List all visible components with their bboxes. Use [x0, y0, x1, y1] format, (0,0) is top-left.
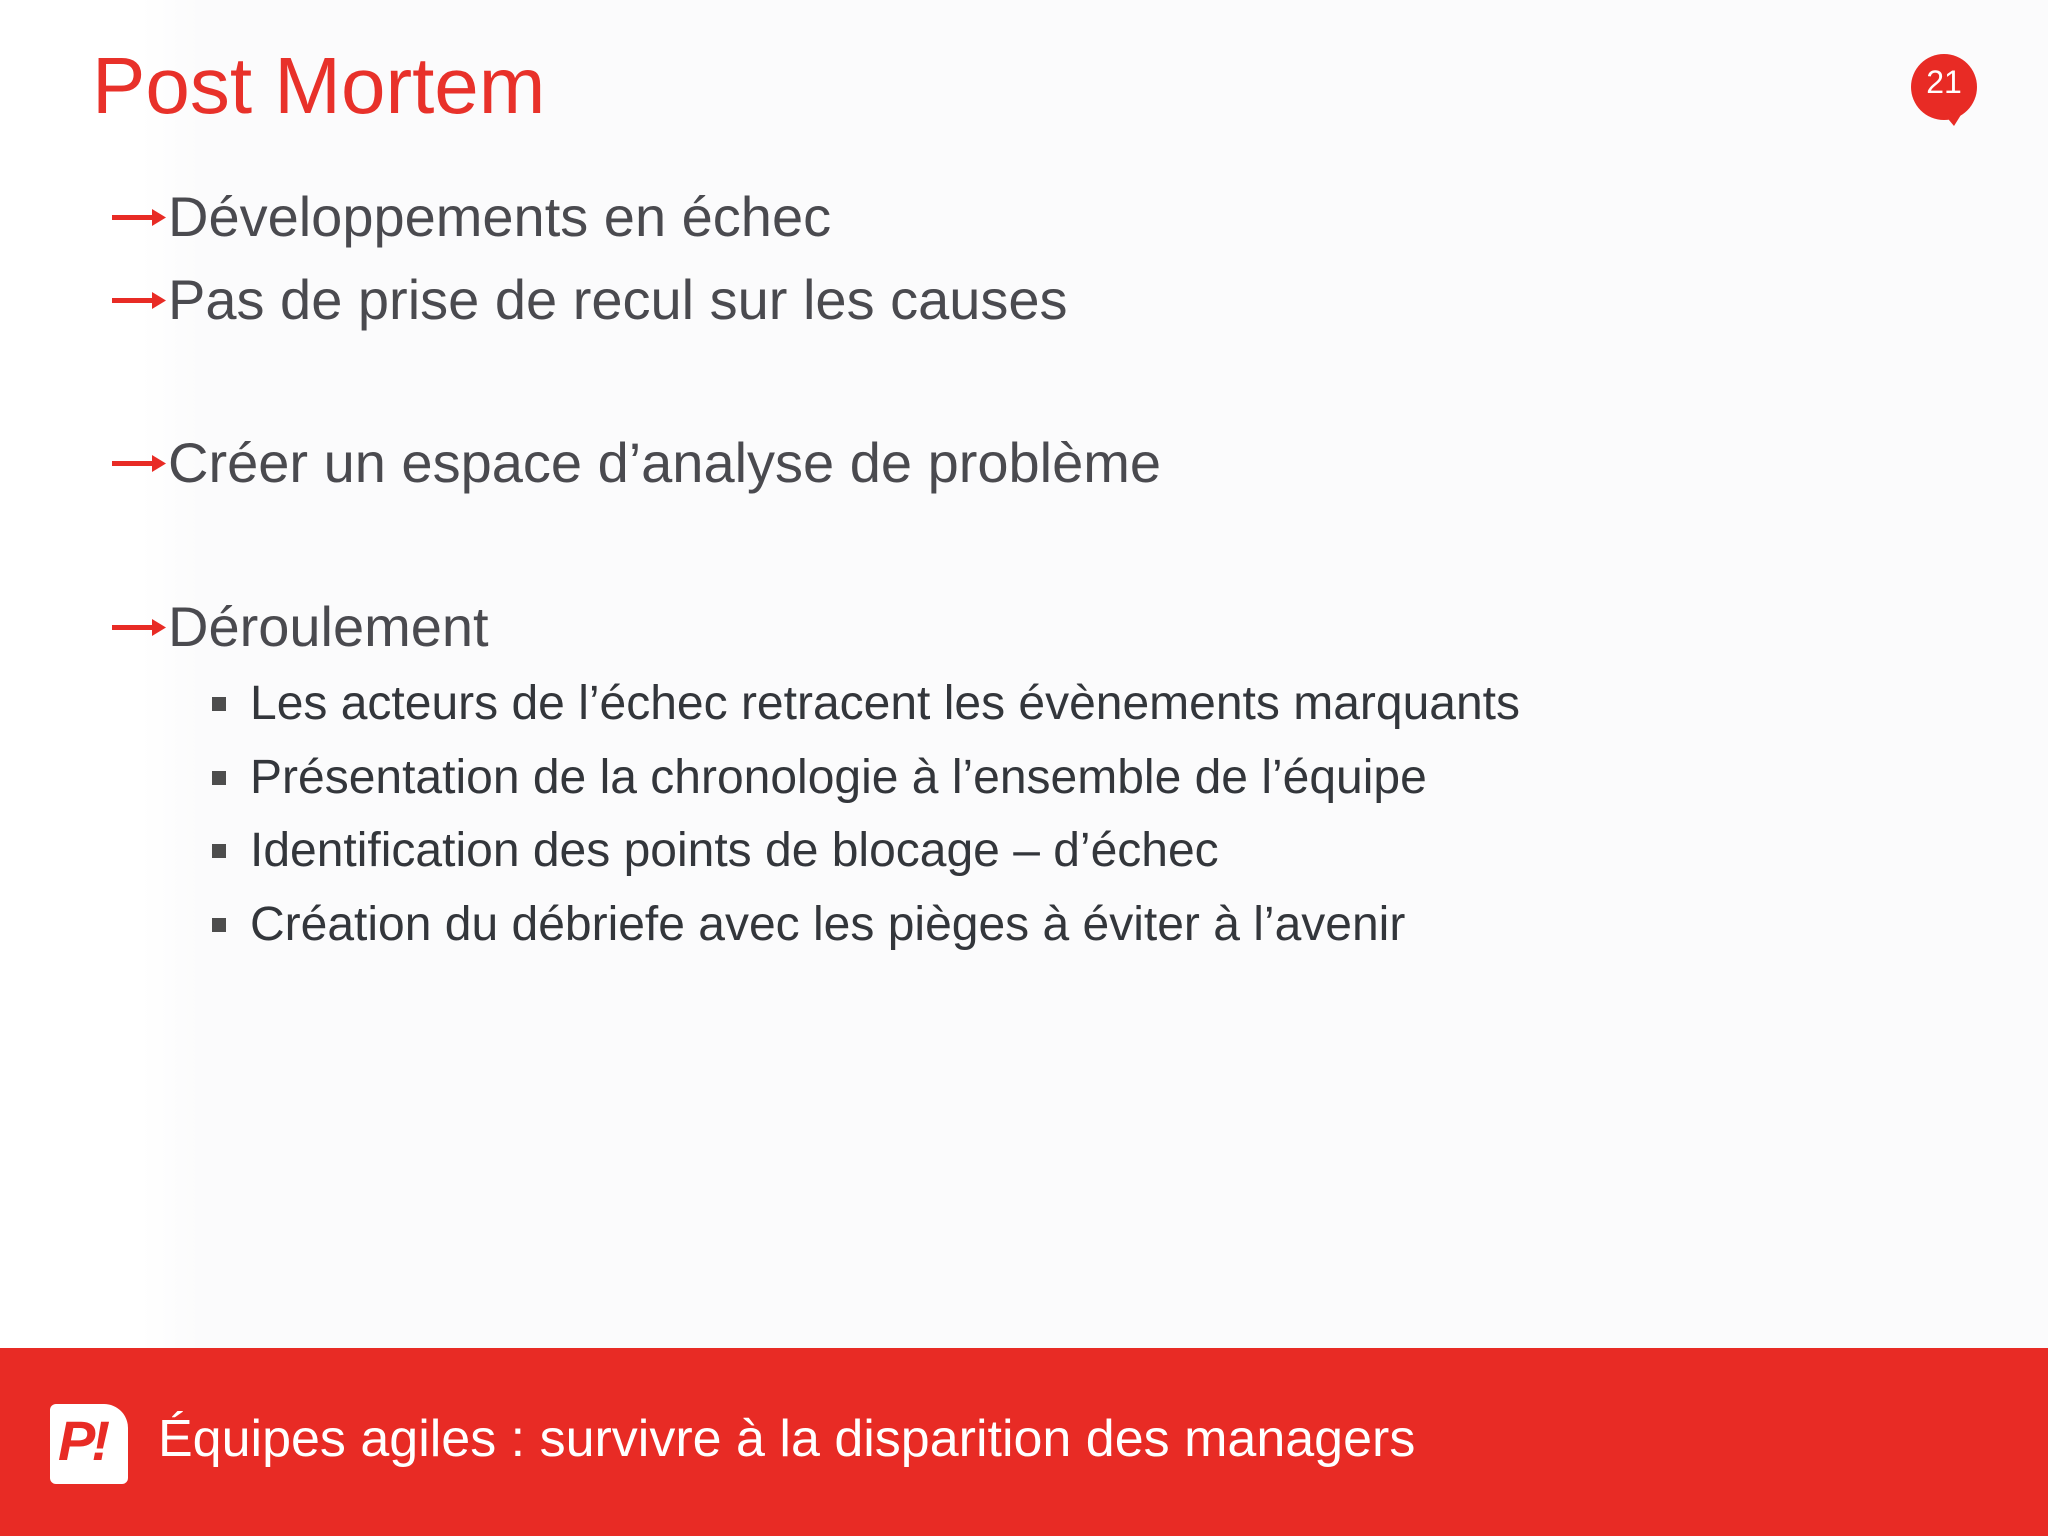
brand-logo	[50, 1404, 128, 1484]
footer-bar	[0, 1348, 2048, 1536]
bullet-item	[112, 268, 1068, 332]
red-arrow-icon	[112, 453, 168, 473]
square-bullet-icon	[212, 697, 226, 711]
sub-bullet-text: Les acteurs de l’échec retracent les évènements marquants	[250, 677, 1521, 730]
footer-title: Équipes agiles : survivre à la disparition des managers	[158, 1410, 1416, 1468]
sub-bullet-item	[212, 823, 1219, 879]
bullet-item	[112, 595, 489, 659]
sub-bullet-text: Identification des points de blocage – d’échec	[250, 824, 1219, 877]
red-arrow-icon	[112, 617, 168, 637]
square-bullet-icon	[212, 918, 226, 932]
square-bullet-icon	[212, 844, 226, 858]
bullet-text: Créer un espace d’analyse de problème	[168, 431, 1162, 494]
logo-text: P!	[58, 1409, 106, 1472]
sub-bullet-text: Présentation de la chronologie à l’ensemble de l’équipe	[250, 751, 1427, 804]
page-number: 21	[1926, 64, 1962, 100]
bullet-text: Développements en échec	[168, 185, 832, 248]
red-arrow-icon	[112, 207, 168, 227]
bullet-item	[112, 185, 831, 249]
slide-title: Post Mortem	[92, 41, 546, 130]
bullet-text: Pas de prise de recul sur les causes	[168, 268, 1068, 331]
square-bullet-icon	[212, 771, 226, 785]
sub-bullet-item	[212, 750, 1427, 806]
bullet-text: Déroulement	[168, 595, 489, 658]
red-arrow-icon	[112, 290, 168, 310]
sub-bullet-item	[212, 897, 1405, 953]
bullet-item	[112, 431, 1161, 495]
sub-bullet-text: Création du débriefe avec les pièges à éviter à l’avenir	[250, 898, 1406, 951]
page-number-badge	[1906, 54, 1982, 130]
sub-bullet-item	[212, 676, 1520, 732]
